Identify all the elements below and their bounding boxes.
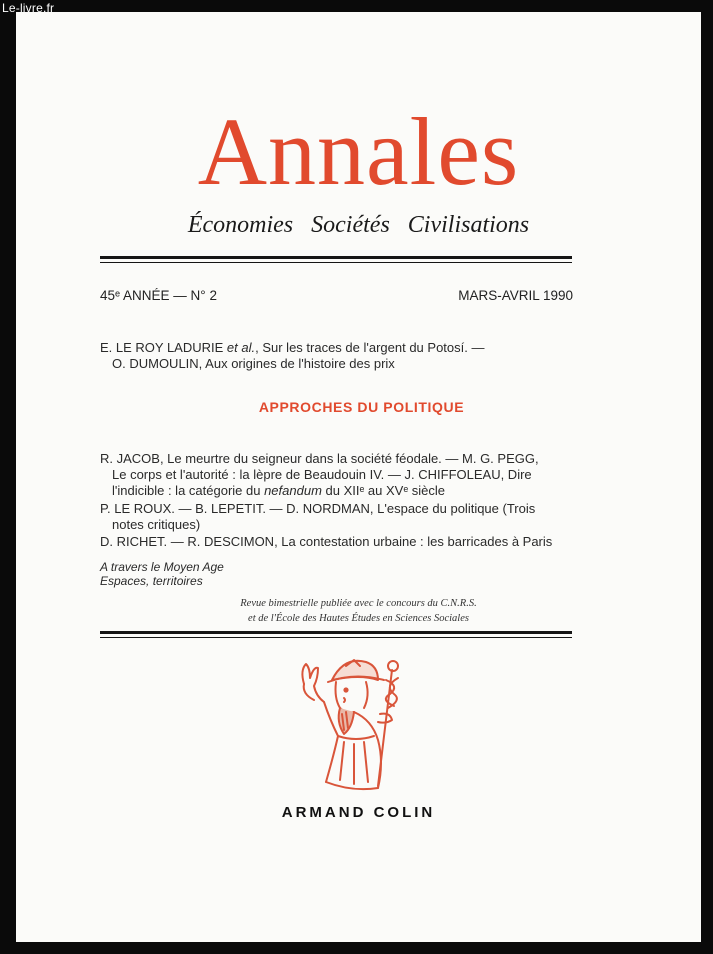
bottom-rule-thin bbox=[100, 637, 572, 638]
publication-note-line1: Revue bimestrielle publiée avec le concours du C.N.R.S. bbox=[240, 598, 477, 609]
publication-note-line2: et de l'École des Hautes Études en Sciences Sociales bbox=[248, 613, 469, 624]
publisher-name: ARMAND COLIN bbox=[281, 804, 436, 821]
journal-subtitle: Économies Sociétés Civilisations bbox=[187, 212, 530, 238]
top-rule-thick bbox=[100, 256, 572, 259]
article-richet: D. RICHET. — R. DESCIMON, La contestation urbaine : les barricades à Paris bbox=[100, 534, 553, 549]
rubrics bbox=[100, 560, 572, 588]
journal-cover bbox=[16, 12, 701, 942]
article-jacob-line3: l'indicible : la catégorie du nefandum du XIIᵉ au XVᵉ siècle bbox=[112, 483, 446, 498]
watermark-text: Le-livre.fr bbox=[2, 1, 55, 15]
hermes-emblem-icon bbox=[274, 650, 434, 800]
article-first-line2: O. DUMOULIN, Aux origines de l'histoire des prix bbox=[112, 356, 395, 371]
article-jacob bbox=[100, 451, 572, 499]
rubric-item: Espaces, territoires bbox=[100, 574, 203, 588]
bottom-rule-thick bbox=[100, 631, 572, 634]
article-first bbox=[100, 340, 572, 372]
journal-title: Annales bbox=[197, 98, 520, 205]
issue-volume: 45ᵉ ANNÉE — N° 2 bbox=[100, 288, 217, 303]
issue-date: MARS-AVRIL 1990 bbox=[458, 288, 573, 303]
article-jacob-line1: R. JACOB, Le meurtre du seigneur dans la société féodale. — M. G. PEGG, bbox=[100, 451, 539, 466]
article-jacob-line2: Le corps et l'autorité : la lèpre de Beaudouin IV. — J. CHIFFOLEAU, Dire bbox=[112, 467, 532, 482]
article-first-line1: E. LE ROY LADURIE et al., Sur les traces de l'argent du Potosí. — bbox=[100, 340, 485, 355]
publication-note bbox=[16, 596, 701, 626]
article-leroux-line1: P. LE ROUX. — B. LEPETIT. — D. NORDMAN, L'espace du politique (Trois bbox=[100, 501, 536, 516]
top-rule-thin bbox=[100, 262, 572, 263]
article-leroux bbox=[100, 501, 572, 533]
article-leroux-line2: notes critiques) bbox=[112, 517, 201, 532]
section-heading: APPROCHES DU POLITIQUE bbox=[258, 399, 465, 415]
rubric-item: A travers le Moyen Age bbox=[100, 560, 224, 574]
